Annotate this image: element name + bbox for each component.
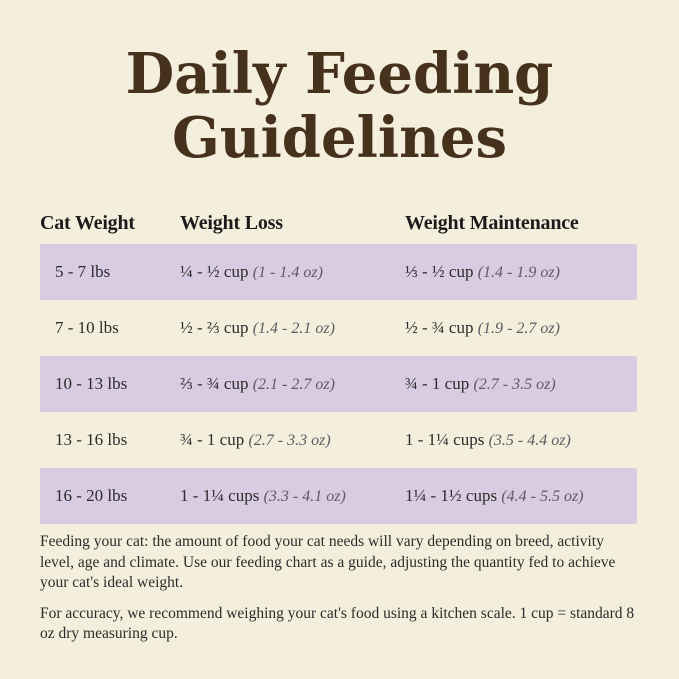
weight-loss-value (180, 430, 405, 450)
cup-amount: ⅔ - ¾ cup (180, 374, 249, 393)
weight-loss-value (180, 262, 405, 282)
weight-loss-value (180, 486, 405, 506)
oz-amount: (1.4 - 2.1 oz) (252, 320, 335, 337)
oz-amount: (4.4 - 5.5 oz) (501, 488, 584, 505)
column-header-cat-weight: Cat Weight (40, 212, 135, 234)
footer-notes (40, 532, 640, 645)
cat-weight-value: 16 - 20 lbs (55, 486, 128, 505)
weight-loss-value (180, 374, 405, 394)
table-row (40, 244, 637, 300)
column-header-weight-maintenance: Weight Maintenance (405, 212, 579, 234)
cat-weight-value: 5 - 7 lbs (55, 262, 111, 281)
oz-amount: (2.1 - 2.7 oz) (252, 376, 335, 393)
weight-maintenance-value (405, 318, 637, 338)
cat-weight-value: 10 - 13 lbs (55, 374, 128, 393)
oz-amount: (1.9 - 2.7 oz) (477, 320, 560, 337)
oz-amount: (2.7 - 3.3 oz) (248, 432, 331, 449)
cup-amount: 1 - 1¼ cups (180, 486, 260, 505)
cup-amount: ½ - ¾ cup (405, 318, 474, 337)
oz-amount: (3.3 - 4.1 oz) (263, 488, 346, 505)
cup-amount: ⅓ - ½ cup (405, 262, 474, 281)
weight-maintenance-value (405, 262, 637, 282)
table-row (40, 300, 637, 356)
table-row (40, 468, 637, 524)
table-row (40, 356, 637, 412)
feeding-table (40, 212, 637, 524)
accuracy-note: For accuracy, we recommend weighing your cat's food using a kitchen scale. 1 cup = standard 8 oz dry measuring cup. (40, 604, 635, 642)
column-header-weight-loss: Weight Loss (180, 212, 283, 234)
oz-amount: (1.4 - 1.9 oz) (477, 264, 560, 281)
weight-maintenance-value (405, 374, 637, 394)
feeding-note: Feeding your cat: the amount of food your cat needs will vary depending on breed, activity level, age and climate. Use our feeding chart as a guide, adjusting the quantity fed to achieve your cat's ideal weight. (40, 533, 616, 591)
weight-maintenance-value (405, 430, 637, 450)
page-title (0, 0, 679, 170)
table-row (40, 412, 637, 468)
cup-amount: ¼ - ½ cup (180, 262, 249, 281)
cup-amount: 1¼ - 1½ cups (405, 486, 498, 505)
cat-weight-value: 7 - 10 lbs (55, 318, 119, 337)
cup-amount: ¾ - 1 cup (405, 374, 470, 393)
oz-amount: (1 - 1.4 oz) (252, 264, 323, 281)
oz-amount: (2.7 - 3.5 oz) (473, 376, 556, 393)
weight-loss-value (180, 318, 405, 338)
page-title-line-1: Daily Feeding (125, 41, 554, 107)
oz-amount: (3.5 - 4.4 oz) (488, 432, 571, 449)
table-header-row (40, 212, 637, 235)
cup-amount: ½ - ⅔ cup (180, 318, 249, 337)
cup-amount: ¾ - 1 cup (180, 430, 245, 449)
page-title-line-2: Guidelines (171, 105, 507, 171)
cat-weight-value: 13 - 16 lbs (55, 430, 128, 449)
cup-amount: 1 - 1¼ cups (405, 430, 485, 449)
weight-maintenance-value (405, 486, 637, 506)
